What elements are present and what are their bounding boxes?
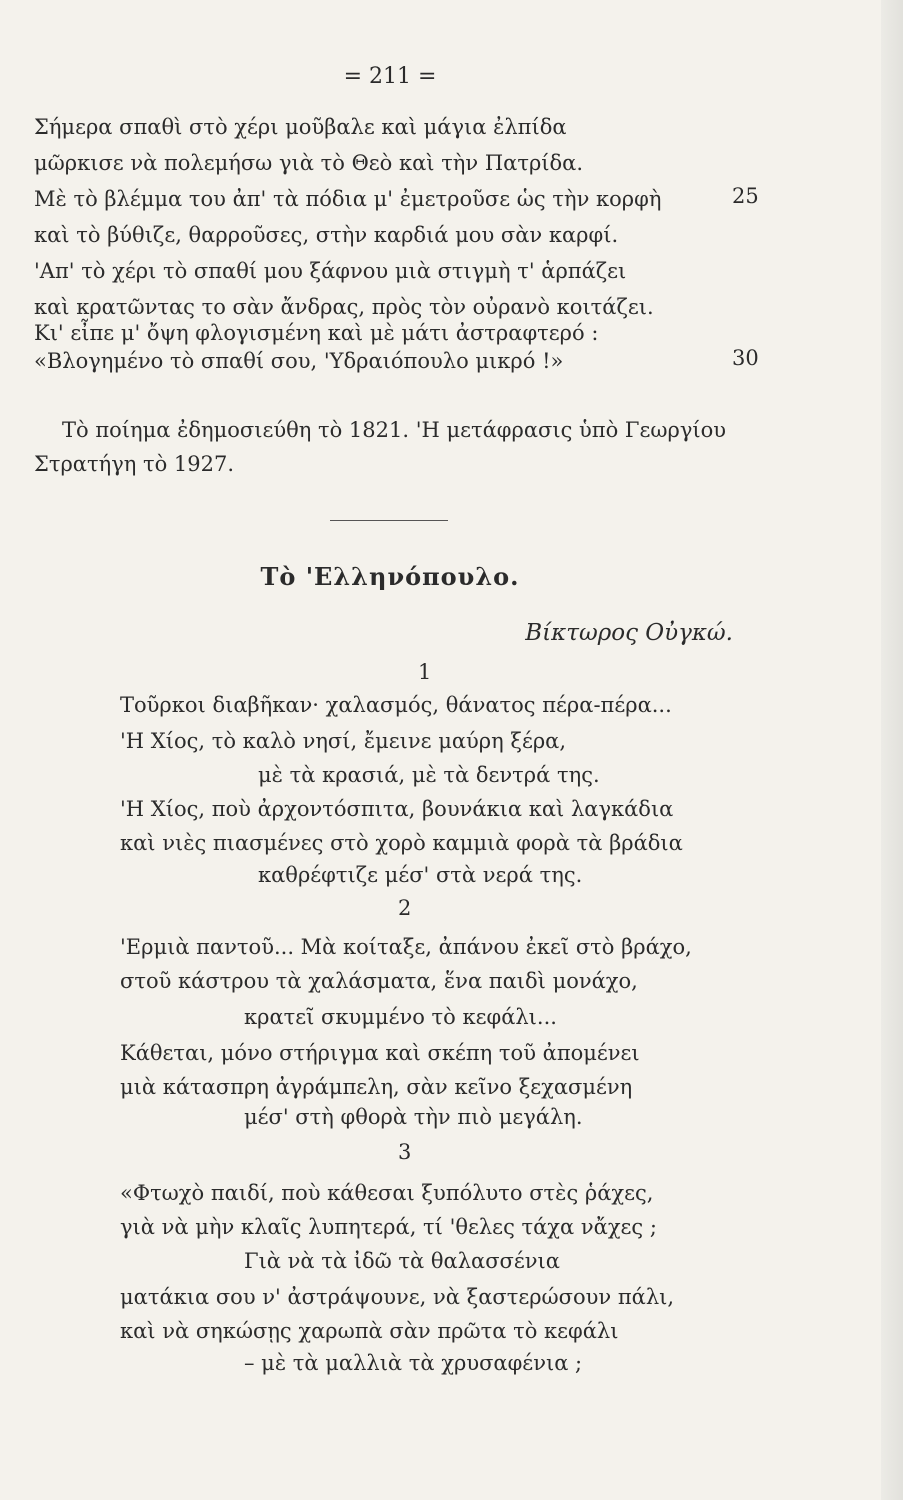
poem-line: καὶ κρατῶντας το σὰν ἄνδρας, πρὸς τὸν οὐρανὸ κοιτάζει. [34,295,654,319]
publication-note-line-1: Τὸ ποίημα ἐδημοσιεύθη τὸ 1821. 'Η μετάφρασις ὑπὸ Γεωργίου [62,418,727,442]
poem-line: 'Η Χίος, τὸ καλὸ νησί, ἔμεινε μαύρη ξέρα, [120,729,567,753]
poem-line: «Φτωχὸ παιδί, ποὺ κάθεσαι ξυπόλυτο στὲς ῥάχες, [120,1181,654,1205]
poem-line: 'Απ' τὸ χέρι τὸ σπαθί μου ξάφνου μιὰ στιγμὴ τ' ἁρπάζει [34,259,627,283]
publication-note-line-2: Στρατήγη τὸ 1927. [34,452,235,476]
poem-line: γιὰ νὰ μὴν κλαῖς λυπητερά, τί 'θελες τάχα νἄχες ; [120,1215,657,1239]
poem-line: Τοῦρκοι διαβῆκαν· χαλασμός, θάνατος πέρα-πέρα... [120,693,672,717]
page-number: = 211 = [343,64,437,89]
poem-line: στοῦ κάστρου τὰ χαλάσματα, ἕνα παιδὶ μονάχο, [120,969,638,993]
poem-line: καθρέφτιζε μέσ' στὰ νερά της. [258,863,583,887]
poem-line: – μὲ τὰ μαλλιὰ τὰ χρυσαφένια ; [244,1351,583,1375]
stanza-number: 1 [418,660,432,684]
line-number: 25 [732,184,759,208]
page-edge-shadow [881,0,903,1500]
poem-line: καὶ νὰ σηκώσῃς χαρωπὰ σὰν πρῶτα τὸ κεφάλι [120,1319,619,1343]
poem-line: ματάκια σου ν' ἀστράψουνε, νὰ ξαστερώσουν πάλι, [120,1285,675,1309]
poem-author: Βίκτωρος Οὐγκώ. [525,620,733,646]
poem-line: μέσ' στὴ φθορὰ τὴν πιὸ μεγάλη. [244,1105,583,1129]
poem-line: Μὲ τὸ βλέμμα του ἀπ' τὰ πόδια μ' ἐμετροῦσε ὡς τὴν κορφὴ [34,187,662,211]
poem-line: 'Η Χίος, ποὺ ἀρχοντόσπιτα, βουνάκια καὶ λαγκάδια [120,797,674,821]
poem-line: καὶ τὸ βύθιζε, θαρροῦσες, στὴν καρδιά μου σὰν καρφί. [34,223,619,247]
poem-line: μιὰ κάτασπρη ἀγράμπελη, σὰν κεῖνο ξεχασμένη [120,1075,633,1099]
section-divider [330,520,448,521]
poem-line: κρατεῖ σκυμμένο τὸ κεφάλι... [244,1005,557,1029]
poem-line: Κάθεται, μόνο στήριγμα καὶ σκέπη τοῦ ἀπομένει [120,1041,640,1065]
poem-title: Τὸ 'Ελληνόπουλο. [260,562,520,591]
poem-line: «Βλογημένο τὸ σπαθί σου, 'Υδραιόπουλο μικρό !» [34,349,564,373]
poem-line: μῶρκισε νὰ πολεμήσω γιὰ τὸ Θεὸ καὶ τὴν Πατρίδα. [34,151,584,175]
poem-line: 'Ερμιὰ παντοῦ... Μὰ κοίταξε, ἀπάνου ἐκεῖ στὸ βράχο, [120,935,692,959]
poem-line: καὶ νιὲς πιασμένες στὸ χορὸ καμμιὰ φορὰ τὰ βράδια [120,831,683,855]
poem-line: Γιὰ νὰ τὰ ἰδῶ τὰ θαλασσένια [244,1249,560,1273]
stanza-number: 3 [398,1140,412,1164]
poem-line: Κι' εἶπε μ' ὄψη φλογισμένη καὶ μὲ μάτι ἀστραφτερό : [34,321,599,345]
line-number: 30 [732,346,759,370]
stanza-number: 2 [398,896,412,920]
poem-line: Σήμερα σπαθὶ στὸ χέρι μοῦβαλε καὶ μάγια ἐλπίδα [34,115,567,139]
poem-line: μὲ τὰ κρασιά, μὲ τὰ δεντρά της. [258,763,600,787]
